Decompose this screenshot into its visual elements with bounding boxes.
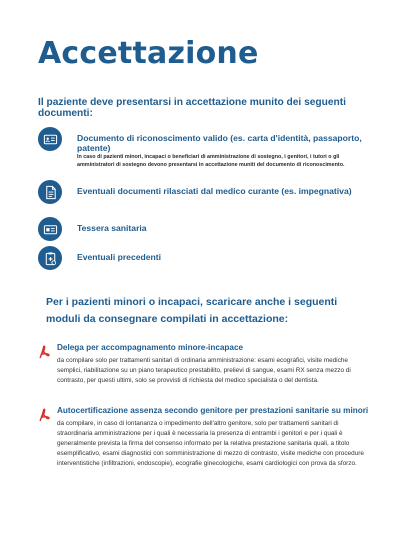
document-item-health-card (38, 217, 373, 243)
module-autocertificazione (38, 406, 368, 486)
health-card-icon (38, 217, 62, 241)
id-card-icon (38, 127, 62, 151)
module-download-link[interactable]: Delega per accompagnamento minore-incapace (57, 343, 244, 352)
module-description: da compilare solo per trattamenti sanitari di ordinaria amministrazione: esami ecografici, visite mediche semplici, riabilitazione su un piano terapeutico prestabilito, prelievi di sangue, esami RX senza mezzo di contrasto, per questi ultimi, solo se provvisti di richiesta del medico specialista o del dentista. (57, 357, 351, 384)
document-label: Documento di riconoscimento valido (es. carta d'identità, passaporto, patente) (77, 133, 362, 153)
module-download-link[interactable]: Autocertificazione assenza secondo genitore per prestazioni sanitarie su minori (57, 406, 369, 415)
document-label: Tessera sanitaria (77, 223, 147, 233)
pdf-icon[interactable] (38, 345, 50, 359)
minors-section-heading: Per i pazienti minori o incapaci, scaricare anche i seguenti moduli da consegnare compilati in accettazione: (46, 296, 338, 325)
module-description: da compilare, in caso di lontananza o impedimento dell'altro genitore, solo per trattamenti sanitari di straordinaria amministrazione per i quali è necessaria la presenza di entrambi i genitori e per i quali è generalmente prevista la firma del consenso informato per la relativa prestazione sanitaria quali, a titolo esemplificativo, esami diagnostici con somministrazione di mezzo di contrasto, visite mediche con procedure interventistiche (infiltrazioni, endoscopie), ecografie ginecologiche, esami cardiologici con prova da sforzo. (57, 420, 364, 467)
document-icon (38, 180, 62, 204)
intro-text: Il paziente deve presentarsi in accettazione munito dei seguenti documenti: (38, 97, 346, 119)
document-label: Eventuali documenti rilasciati dal medico curante (es. impegnativa) (77, 186, 352, 196)
document-item-id (38, 127, 373, 177)
document-item-referral (38, 180, 373, 206)
document-note: In caso di pazienti minori, incapaci o beneficiari di amministrazione di sostegno, i genitori, i tutori o gli amministratori di sostegno devono presentarsi in accettazione muniti del documento di riconoscimento. (77, 154, 345, 169)
module-delega (38, 343, 368, 405)
page-title: Accettazione (38, 36, 259, 71)
medical-record-icon (38, 246, 62, 270)
document-label: Eventuali precedenti (77, 252, 162, 262)
document-item-previous (38, 246, 373, 272)
pdf-icon[interactable] (38, 408, 50, 422)
